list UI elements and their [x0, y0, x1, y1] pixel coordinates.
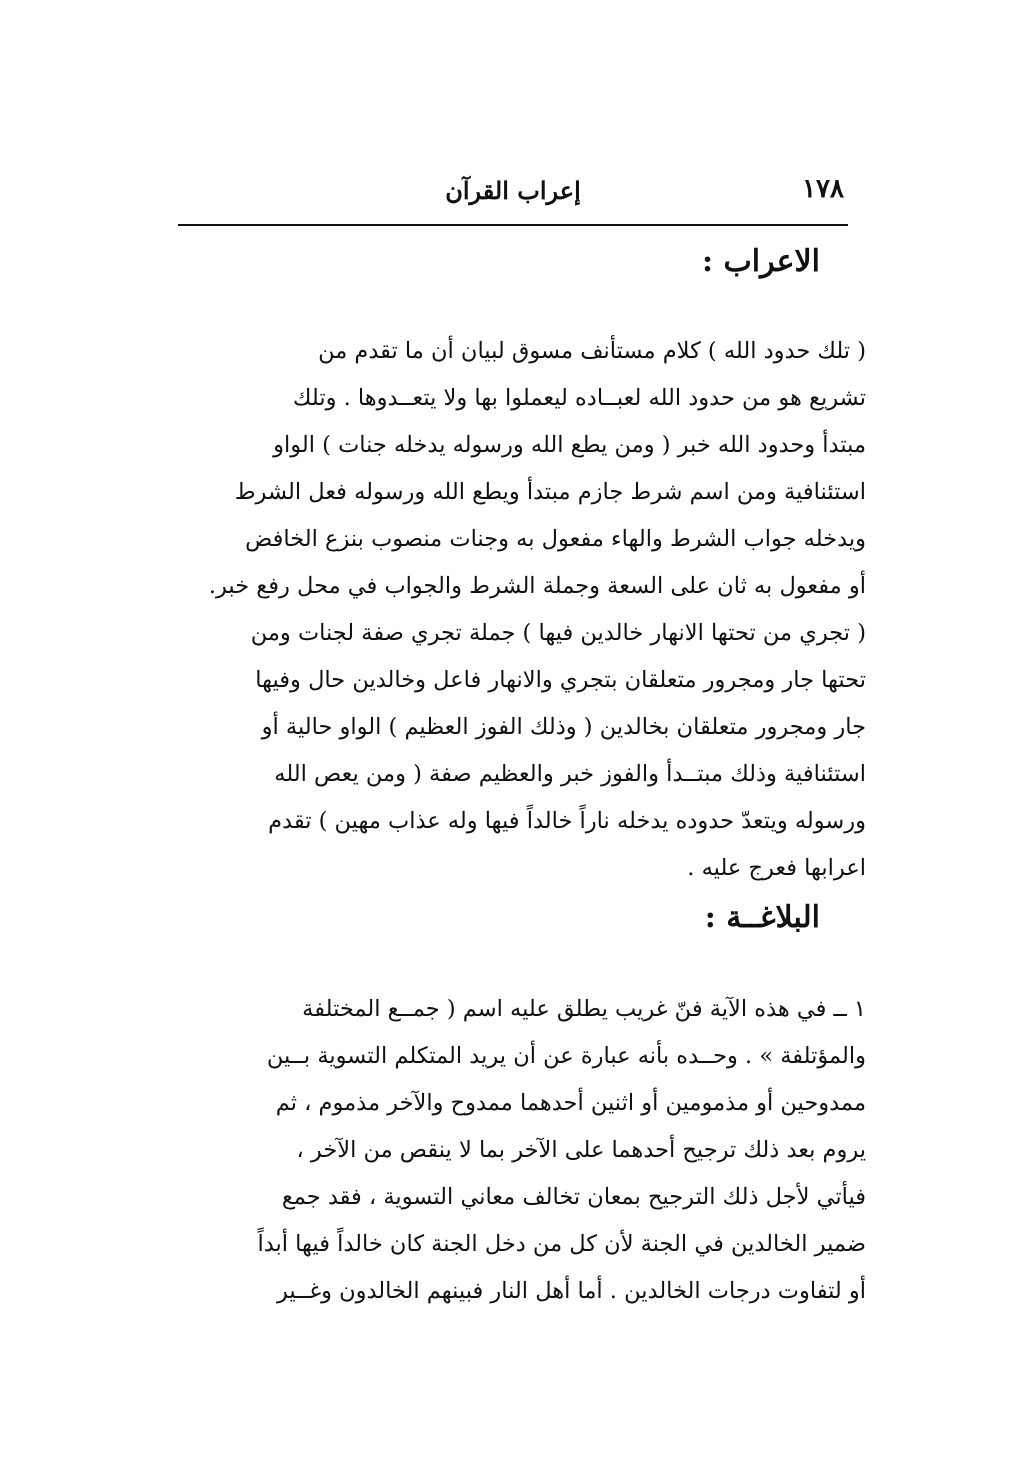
text-line: ورسوله ويتعدّ حدوده يدخله ناراً خالداً فيها وله عذاب مهين ) تقدم: [268, 808, 866, 834]
text-line: والمؤتلفة » . وحــده بأنه عبارة عن أن يريد المتكلم التسوية بــين: [266, 1043, 866, 1069]
text-line: يروم بعد ذلك ترجيح أحدهما على الآخر بما لا ينقص من الآخر ،: [296, 1137, 866, 1163]
text-line: اعرابها فعرج عليه .: [687, 855, 866, 881]
header-rule: [178, 224, 848, 226]
text-line: تحتها جار ومجرور متعلقان بتجري والانهار فاعل وخالدين حال وفيها: [255, 667, 866, 693]
text-line: ( تجري من تحتها الانهار خالدين فيها ) جملة تجري صفة لجنات ومن: [250, 620, 866, 646]
text-line: ١ ــ في هذه الآية فنّ غريب يطلق عليه اسم ( جمــع المختلفة: [302, 996, 866, 1022]
text-line: استئنافية وذلك مبتــدأ والفوز خبر والعظيم صفة ( ومن يعص الله: [274, 761, 866, 787]
text-line: جار ومجرور متعلقان بخالدين ( وذلك الفوز العظيم ) الواو حالية أو: [261, 714, 866, 740]
section-heading-irab: الاعراب :: [702, 244, 820, 279]
irab-paragraph: [160, 328, 866, 892]
page-number: ١٧٨: [802, 174, 844, 204]
text-line: ممدوحين أو مذمومين أو اثنين أحدهما ممدوح والآخر مذموم ، ثم: [275, 1090, 866, 1116]
text-line: ضمير الخالدين في الجنة لأن كل من دخل الجنة كان خالداً فيها أبداً: [257, 1231, 866, 1257]
text-line: فيأتي لأجل ذلك الترجيح بمعان تخالف معاني التسوية ، فقد جمع: [281, 1184, 866, 1210]
text-line: أو لتفاوت درجات الخالدين . أما أهل النار فبينهم الخالدون وغــير: [276, 1278, 866, 1304]
text-line: ( تلك حدود الله ) كلام مستأنف مسوق لبيان أن ما تقدم من: [318, 338, 866, 364]
text-line: استئنافية ومن اسم شرط جازم مبتدأ ويطع الله ورسوله فعل الشرط: [234, 479, 866, 505]
page-header: [178, 168, 848, 212]
text-line: مبتدأ وحدود الله خبر ( ومن يطع الله ورسوله يدخله جنات ) الواو: [273, 432, 866, 458]
text-line: تشريع هو من حدود الله لعبــاده ليعملوا بها ولا يتعــدوها . وتلك: [292, 385, 866, 411]
running-title: إعراب القرآن: [445, 176, 581, 205]
text-line: أو مفعول به ثان على السعة وجملة الشرط والجواب في محل رفع خبر.: [208, 573, 866, 599]
balagha-paragraph: [160, 986, 866, 1315]
text-line: ويدخله جواب الشرط والهاء مفعول به وجنات منصوب بنزع الخافض: [245, 526, 866, 552]
section-heading-balagha: البلاغــة :: [704, 900, 820, 935]
